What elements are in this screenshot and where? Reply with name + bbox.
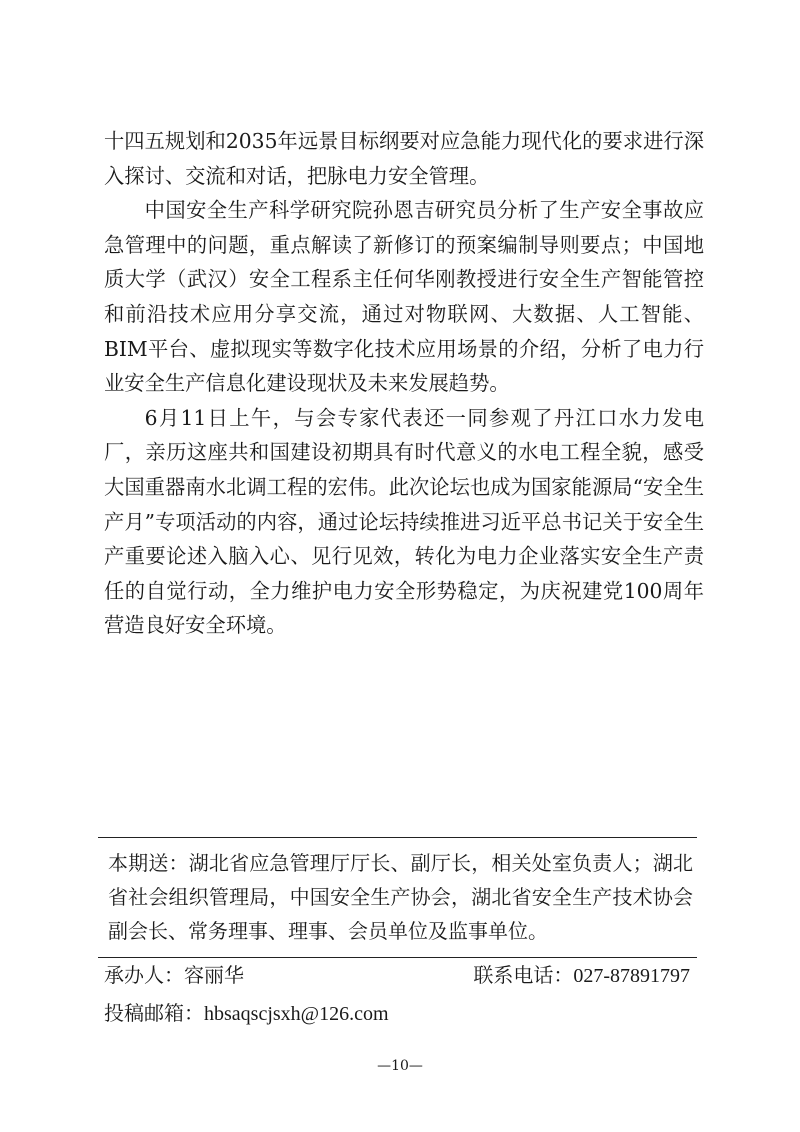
email-row — [104, 998, 389, 1029]
article-body — [104, 124, 704, 643]
phone-label: 联系电话： — [473, 963, 574, 987]
phone — [473, 960, 690, 991]
organizer — [104, 960, 244, 991]
paragraph-continuation: 十四五规划和2035年远景目标纲要对应急能力现代化的要求进行深入探讨、交流和对话，把脉电力安全管理。 — [104, 129, 704, 188]
phone-number: 027-87891797 — [573, 965, 690, 987]
organizer-label: 承办人： — [104, 963, 184, 987]
email-label: 投稿邮箱： — [104, 1001, 204, 1025]
page-number: —10— — [377, 1058, 423, 1074]
contact-row — [104, 960, 690, 991]
paragraph-expert-analysis: 中国安全生产科学研究院孙恩吉研究员分析了生产安全事故应急管理中的问题，重点解读了新修订的预案编制导则要点；中国地质大学（武汉）安全工程系主任何华刚教授进行安全生产智能管控和前沿技术应用分享交流，通过对物联网、大数据、人工智能、BIM平台、虚拟现实等数字化技术应用场景的介绍，分析了电力行业安全生产信息化建设现状及未来发展趋势。 — [104, 198, 704, 396]
email-address: hbsaqscjsxh@126.com — [204, 1003, 389, 1025]
distribution-text: 本期送：湖北省应急管理厅厅长、副厅长，相关处室负责人；湖北省社会组织管理局，中国安全生产协会，湖北省安全生产技术协会副会长、常务理事、理事、会员单位及监事单位。 — [108, 851, 693, 943]
distribution-box — [98, 837, 697, 958]
paragraph-site-visit: 6月11日上午，与会专家代表还一同参观了丹江口水力发电厂，亲历这座共和国建设初期具有时代意义的水电工程全貌，感受大国重器南水北调工程的宏伟。此次论坛也成为国家能源局“安全生产月”专项活动的内容，通过论坛持续推进习近平总书记关于安全生产重要论述入脑入心、见行见效，转化为电力企业落实安全生产责任的自觉行动，全力维护电力安全形势稳定，为庆祝建党100周年营造良好安全环境。 — [104, 405, 704, 638]
organizer-name: 容丽华 — [184, 963, 244, 987]
